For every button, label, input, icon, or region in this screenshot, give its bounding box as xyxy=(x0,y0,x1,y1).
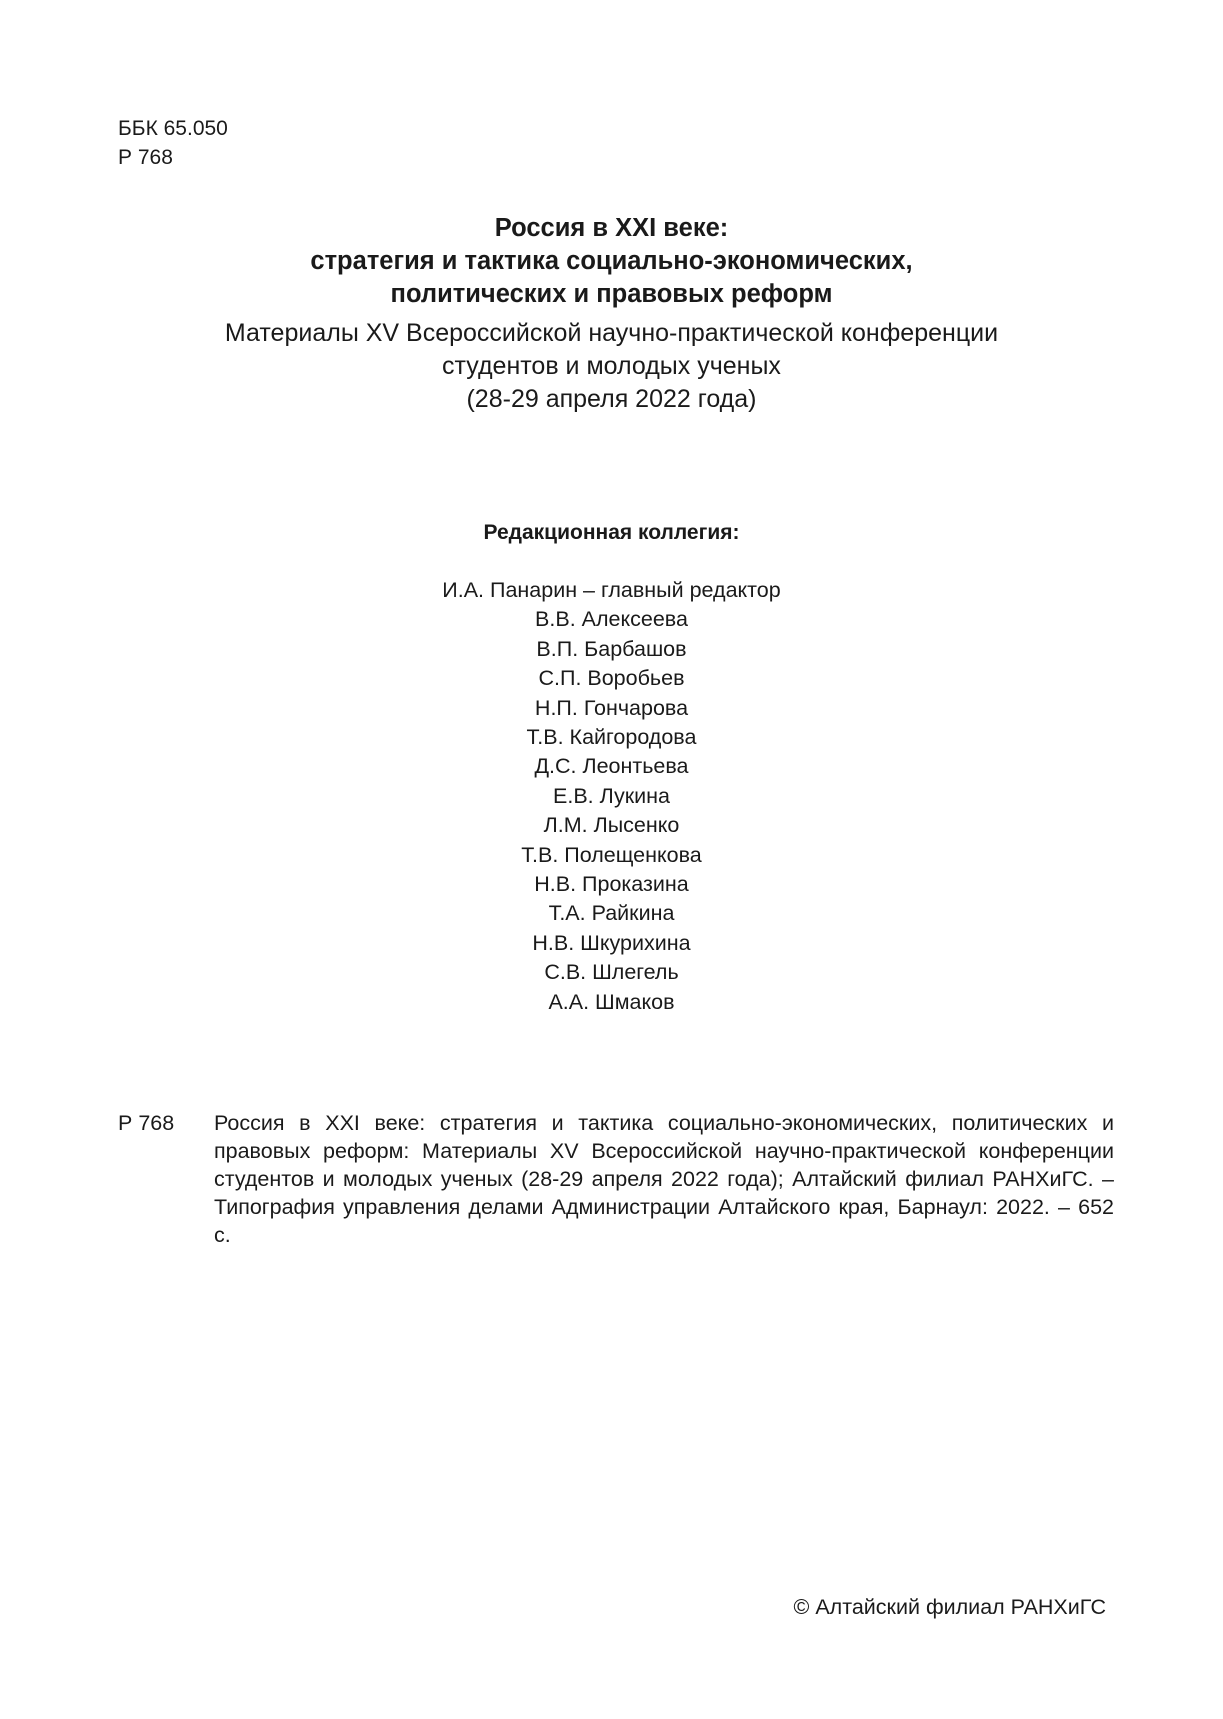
board-member: Н.П. Гончарова xyxy=(534,695,689,720)
board-member: С.В. Шлегель xyxy=(544,960,679,985)
board-member: Т.В. Кайгородова xyxy=(526,725,697,750)
board-member: Л.М. Лысенко xyxy=(543,813,680,838)
subtitle-line-2: студентов и молодых ученых xyxy=(442,352,781,380)
board-member: И.А. Панарин – главный редактор xyxy=(442,578,781,602)
board-member: Т.В. Полещенкова xyxy=(521,842,702,867)
title-line-3: политических и правовых реформ xyxy=(390,280,833,308)
title-block xyxy=(0,212,1223,416)
board-member: Д.С. Леонтьева xyxy=(534,754,689,779)
editorial-board-list xyxy=(0,576,1223,1017)
bibliographic-description: Россия в XXI веке: стратегия и тактика социально-экономических, политических и правовых реформ: Материалы XV Всероссийской научно-практической конференции студентов и молодых ученых (28-29 апреля 2022 года); Алтайский филиал РАНХиГС. –Типография управления делами Администрации Алтайского края, Барнаул: 2022. – 652 с. xyxy=(214,1111,1114,1247)
copyright-notice: © Алтайский филиал РАНХиГС xyxy=(793,1595,1106,1619)
board-member: С.П. Воробьев xyxy=(538,666,685,691)
classification-codes xyxy=(118,114,228,172)
title-line-1: Россия в XXI веке: xyxy=(494,214,729,242)
title-line-2: стратегия и тактика социально-экономических, xyxy=(310,247,913,275)
bibliographic-code: Р 768 xyxy=(118,1111,175,1135)
board-member: Е.В. Лукина xyxy=(553,783,670,808)
author-sign: Р 768 xyxy=(118,146,173,169)
subtitle-line-1: Материалы XV Всероссийской научно-практической конференции xyxy=(224,319,999,347)
board-member: В.В. Алексеева xyxy=(535,607,688,632)
board-member: А.А. Шмаков xyxy=(548,989,675,1014)
board-member: В.П. Барбашов xyxy=(536,636,687,661)
board-member: Н.В. Шкурихина xyxy=(532,930,691,955)
editorial-board-heading: Редакционная коллегия: xyxy=(483,521,740,544)
board-member: Т.А. Райкина xyxy=(548,901,675,926)
subtitle-line-3: (28-29 апреля 2022 года) xyxy=(466,385,757,413)
board-member: Н.В. Проказина xyxy=(534,872,689,897)
bbk-code: ББК 65.050 xyxy=(118,117,228,140)
